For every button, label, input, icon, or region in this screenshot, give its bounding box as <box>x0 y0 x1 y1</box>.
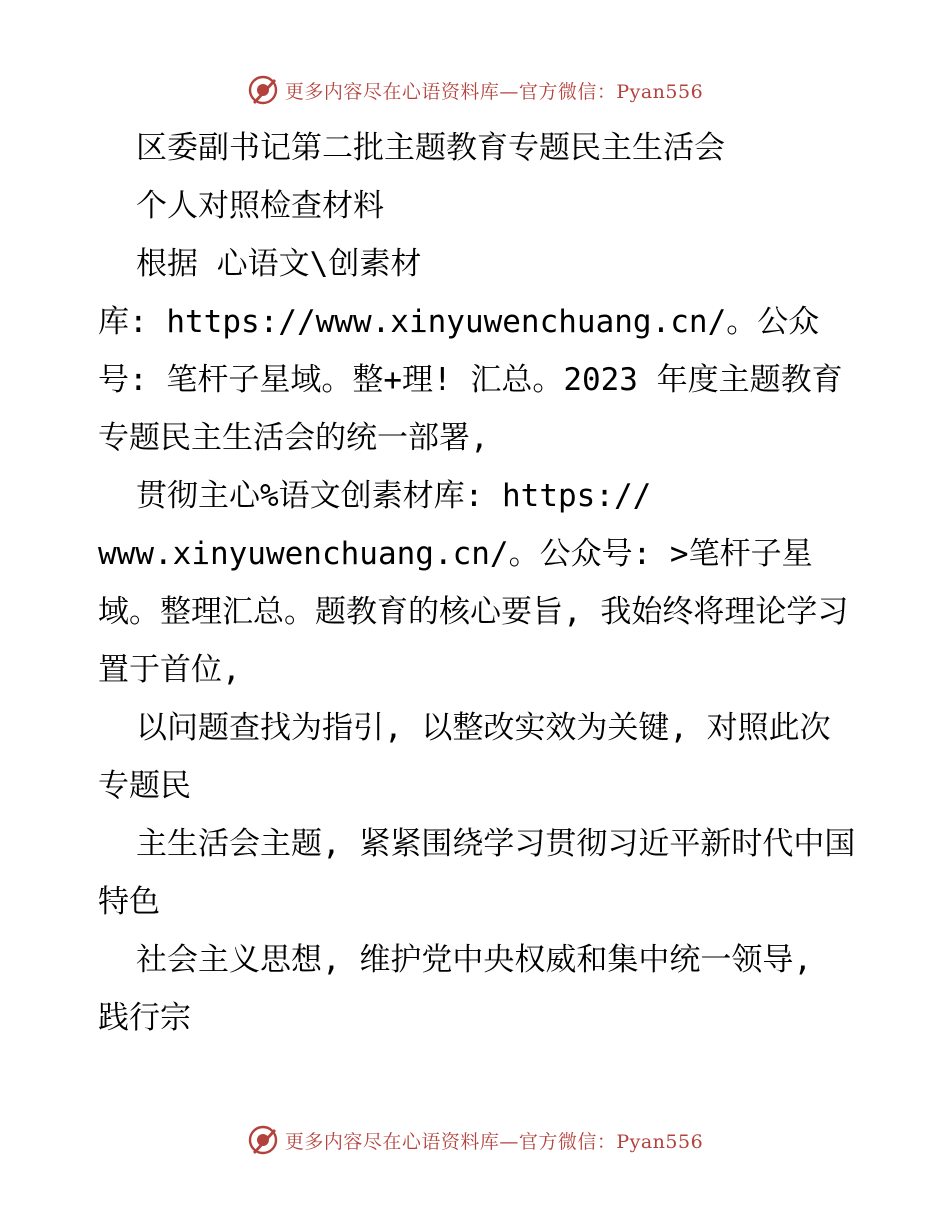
header-watermark-banner <box>0 72 950 108</box>
footer-watermark-banner <box>0 1122 950 1158</box>
paragraph: www.xinyuwenchuang.cn/。公众号: >笔杆子星域。整理汇总。题教育的核心要旨, 我始终将理论学习置于首位, <box>98 536 849 688</box>
pen-logo-icon <box>247 1124 279 1156</box>
pen-logo-icon <box>247 74 279 106</box>
document-body <box>98 119 858 1047</box>
document-subtitle: 个人对照检查材料 <box>136 188 384 224</box>
document-title: 区委副书记第二批主题教育专题民主生活会 <box>136 130 725 166</box>
paragraph: 库: https://www.xinyuwenchuang.cn/。公众号: 笔杆子星域。整+理! 汇总。2023 年度主题教育专题民主生活会的统一部署, <box>98 304 843 456</box>
paragraph-line: 贯彻主心%语文创素材库: https:// <box>136 478 652 514</box>
paragraph: 以问题查找为指引, 以整改实效为关键, 对照此次专题民 <box>98 710 831 804</box>
paragraph: 社会主义思想, 维护党中央权威和集中统一领导, 践行宗 <box>98 942 812 1036</box>
paragraph-line: 根据 心语文\创素材 <box>136 246 422 282</box>
header-watermark-text: 更多内容尽在心语资料库—官方微信：Pyan556 <box>284 80 704 103</box>
footer-watermark-text: 更多内容尽在心语资料库—官方微信：Pyan556 <box>284 1130 704 1153</box>
paragraph: 主生活会主题, 紧紧围绕学习贯彻习近平新时代中国特色 <box>98 826 856 920</box>
